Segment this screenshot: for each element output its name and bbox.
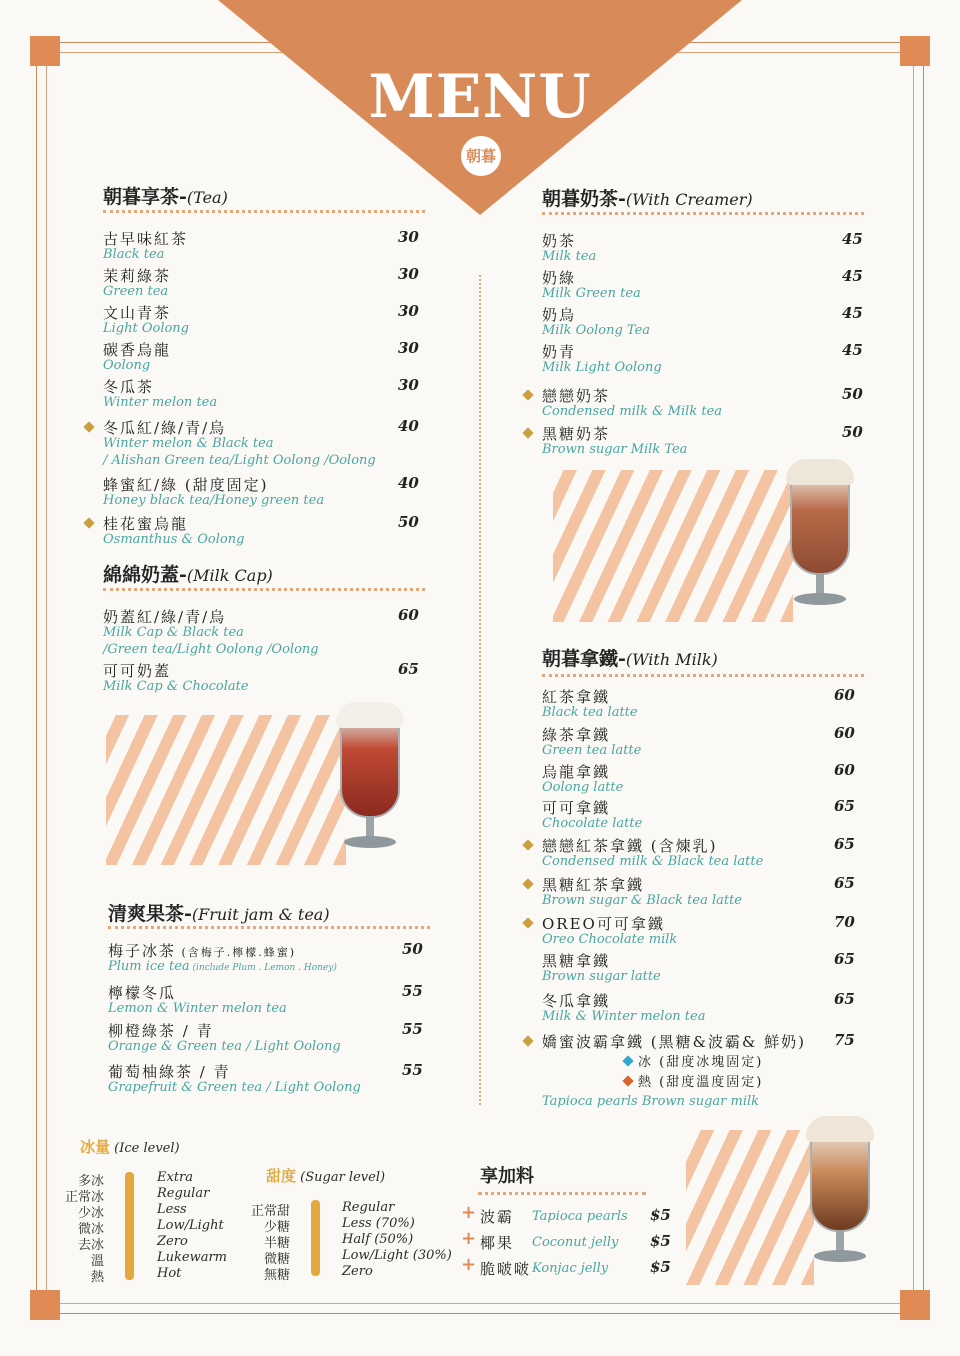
item-name-en: Oolong latte [542,780,624,795]
item-price: 65 [398,660,419,678]
brand-logo: 朝暮 [461,136,501,176]
sugar-level-en: Less (70%) [342,1216,415,1231]
divider-creamer [542,212,864,215]
item-name-zh: 冬瓜紅/綠/青/烏 [103,419,227,437]
ice-level-en: Extra [157,1170,194,1185]
sugar-level-title [266,1165,385,1186]
item-name-zh: 黑糖紅茶拿鐵 [542,876,645,894]
item-name-zh: 嬌蜜波霸拿鐵 (黑糖&波霸& 鮮奶) [542,1033,806,1051]
item-price: 30 [398,339,419,357]
corner-square-bl [30,1290,60,1320]
ice-level-zh: 去冰 [77,1238,104,1253]
divider-tea [103,210,425,213]
divider-milk [542,674,864,677]
item-price: 65 [834,797,855,815]
glass-base [814,1250,866,1262]
item-name-en: Condensed milk & Black tea latte [542,854,764,869]
section-title-en: (Tea) [186,188,228,207]
item-name-en: Condensed milk & Milk tea [542,404,723,419]
item-name-zh: 碳香烏龍 [103,341,172,359]
item-name-en: Winter melon & Black tea [103,436,274,451]
item-name-en: Winter melon tea [103,395,218,410]
glass-cup [340,718,400,818]
item-name-zh: 奶青 [542,343,577,361]
item-name-en: Black tea latte [542,705,638,720]
item-name-zh: 冬瓜拿鐵 [542,992,611,1010]
item-price: 65 [834,990,855,1008]
divider-addons [478,1192,646,1195]
add-plus-icon: + [461,1254,477,1275]
sugar-level-zh: 少糖 [263,1220,290,1235]
item-name-en: Grapefruit & Green tea / Light Oolong [108,1080,361,1095]
item-name-en: Osmanthus & Oolong [103,532,245,547]
sugar-level-en: Regular [342,1200,395,1215]
glass-foam [336,702,404,728]
ice-level-title [80,1136,180,1157]
glass-stem [366,816,374,838]
item-name-en: Orange & Green tea / Light Oolong [108,1039,341,1054]
addon-name-en: Konjac jelly [532,1261,609,1276]
addon-price: $5 [650,1232,671,1250]
item-note-zh: (含梅子.檸檬.蜂蜜) [176,946,297,959]
section-title-en: (Fruit jam & tea) [191,905,330,924]
item-name-en: Light Oolong [103,321,190,336]
addon-name-en: Coconut jelly [532,1235,619,1250]
item-price: 65 [834,835,855,853]
add-plus-icon: + [461,1202,477,1223]
ice-level-en: Low/Light [157,1218,224,1233]
divider-fruit [108,926,430,929]
ice-level-zh: 溫 [90,1254,104,1269]
item-name-en: Oreo Chocolate milk [542,932,678,947]
sugar-level-zh: 半糖 [263,1236,290,1251]
item-name-zh: 梅子冰茶 (含梅子.檸檬.蜂蜜) [108,942,297,960]
item-name-en: Plum ice tea (include Plum . Lemon . Honey) [108,959,337,974]
section-title-en: (With Milk) [625,650,718,669]
item-price: 50 [398,513,419,531]
ice-level-en: Lukewarm [157,1250,227,1265]
item-name-en: Brown sugar Milk Tea [542,442,688,457]
stripe-panel-right [553,470,793,622]
item-price: 50 [842,385,863,403]
corner-square-tr [900,36,930,66]
menu-title: MENU [368,62,592,132]
add-plus-icon: + [461,1228,477,1249]
item-price: 60 [398,606,419,624]
section-title-zh: 綿綿奶蓋- [103,564,187,586]
ice-level-en: Regular [157,1186,210,1201]
divider-milkcap [103,588,425,591]
sugar-level-title-zh: 甜度 [266,1167,297,1185]
addon-name-zh: 波霸 [480,1208,515,1226]
item-name-en-line2: /Green tea/Light Oolong /Oolong [103,642,319,657]
sugar-level-en: Zero [342,1264,373,1279]
option-hot: 熱 (甜度溫度固定) [638,1075,764,1090]
drink-illustration-milkcap [330,696,410,866]
item-name-zh: 桂花蜜烏龍 [103,515,189,533]
item-name-zh: 烏龍拿鐵 [542,763,611,781]
sugar-level-title-en: (Sugar level) [300,1170,386,1185]
ice-level-zh: 熱 [90,1270,104,1285]
item-name-en: Milk Cap & Chocolate [103,679,249,694]
item-name-en: Brown sugar latte [542,969,661,984]
item-name-zh: 茉莉綠茶 [103,267,172,285]
glass-base [794,593,846,605]
ice-level-en: Hot [157,1266,182,1281]
ice-level-title-en: (Ice level) [114,1141,180,1156]
ice-level-zh: 多冰 [77,1174,104,1189]
item-note-en: (include Plum . Lemon . Honey) [189,963,337,973]
ice-level-zh: 微冰 [77,1222,104,1237]
sugar-level-en: Half (50%) [342,1232,414,1247]
item-price: 70 [834,913,855,931]
item-name-en: Brown sugar & Black tea latte [542,893,742,908]
item-name-en: Milk tea [542,249,597,264]
item-price: 45 [842,230,863,248]
item-price: 55 [402,1061,423,1079]
item-price: 40 [398,417,419,435]
item-name-zh: 柳橙綠茶 / 青 [108,1022,214,1040]
item-name-en: Milk Cap & Black tea [103,625,244,640]
option-iced: 冰 (甜度冰塊固定) [638,1055,764,1070]
item-name-zh: 戀戀奶茶 [542,387,611,405]
item-name-en-line2: / Alishan Green tea/Light Oolong /Oolong [103,453,376,468]
corner-square-br [900,1290,930,1320]
item-name-en: Honey black tea/Honey green tea [103,493,325,508]
ice-level-en: Zero [157,1234,188,1249]
section-title-creamer [542,184,753,211]
sugar-level-en: Low/Light (30%) [342,1248,452,1263]
item-name-en: Milk & Winter melon tea [542,1009,706,1024]
addon-name-zh: 脆啵啵 [480,1260,532,1278]
item-name-zh: OREO可可拿鐵 [542,915,665,933]
item-price: 45 [842,304,863,322]
item-name-en: Lemon & Winter melon tea [108,1001,287,1016]
item-price: 65 [834,950,855,968]
item-name-zh: 奶綠 [542,269,577,287]
sugar-level-zh: 無糖 [263,1268,290,1283]
item-name-zh: 黑糖拿鐵 [542,952,611,970]
item-name-zh: 奶烏 [542,306,577,324]
section-title-tea [103,182,228,209]
item-name-en: Oolong [103,358,151,373]
addon-price: $5 [650,1258,671,1276]
ice-level-zh: 正常冰 [64,1190,104,1205]
item-name-zh: 黑糖奶茶 [542,425,611,443]
item-name-zh: 奶蓋紅/綠/青/烏 [103,608,227,626]
item-name-zh: 綠茶拿鐵 [542,726,611,744]
item-name-zh: 葡萄柚綠茶 / 青 [108,1063,231,1081]
item-name-zh: 奶茶 [542,232,577,250]
ice-level-en: Less [157,1202,187,1217]
item-price: 40 [398,474,419,492]
item-name-en: Green tea latte [542,743,642,758]
addon-price: $5 [650,1206,671,1224]
section-title-milk [542,644,718,671]
sugar-level-zh: 正常甜 [250,1204,290,1219]
section-title-zh: 朝暮享茶- [103,186,187,208]
item-name-zh: 戀戀紅茶拿鐵 (含煉乳) [542,837,718,855]
glass-foam [806,1116,874,1142]
addon-name-en: Tapioca pearls [532,1209,628,1224]
ice-level-bar [125,1172,134,1280]
section-title-en: (With Creamer) [625,190,753,209]
drink-illustration-tapioca [800,1110,880,1292]
section-title-en: (Milk Cap) [186,566,273,585]
section-title-zh: 清爽果茶- [108,903,192,925]
section-title-zh: 朝暮奶茶- [542,188,626,210]
glass-stem [836,1230,844,1252]
item-price: 30 [398,228,419,246]
addons-title: 享加料 [480,1166,534,1187]
item-price: 45 [842,341,863,359]
item-price: 45 [842,267,863,285]
item-name-en: Milk Green tea [542,286,641,301]
item-name-en: Green tea [103,284,169,299]
item-price: 55 [402,982,423,1000]
item-price: 75 [834,1031,855,1049]
glass-cup [790,475,850,575]
item-name-zh: 古早味紅茶 [103,230,189,248]
section-title-zh: 朝暮拿鐵- [542,648,626,670]
item-name-en: Milk Light Oolong [542,360,662,375]
item-price: 30 [398,376,419,394]
item-name-en: Milk Oolong Tea [542,323,651,338]
item-name-zh: 可可拿鐵 [542,799,611,817]
item-name-zh: 文山青茶 [103,304,172,322]
item-price: 30 [398,302,419,320]
drink-illustration-creamer [780,453,860,635]
item-name-zh: 檸檬冬瓜 [108,984,177,1002]
sugar-level-bar [311,1200,320,1276]
corner-square-tl [30,36,60,66]
item-price: 65 [834,874,855,892]
item-name-en: Tapioca pearls Brown sugar milk [542,1094,760,1109]
item-price: 60 [834,761,855,779]
item-name-zh: 蜂蜜紅/綠 (甜度固定) [103,476,269,494]
item-name-zh: 紅茶拿鐵 [542,688,611,706]
column-divider [479,275,481,1105]
stripe-panel-bottom [686,1130,814,1285]
section-title-milkcap [103,560,273,587]
glass-base [344,836,396,848]
ice-level-title-zh: 冰量 [80,1138,111,1156]
item-price: 50 [402,940,423,958]
addon-name-zh: 椰果 [480,1234,515,1252]
item-name-zh: 可可奶蓋 [103,662,172,680]
section-title-fruit [108,899,330,926]
sugar-level-zh: 微糖 [263,1252,290,1267]
item-price: 60 [834,724,855,742]
item-price: 30 [398,265,419,283]
item-name-en: Chocolate latte [542,816,643,831]
item-price: 60 [834,686,855,704]
stripe-panel-left [106,715,346,865]
item-name-en: Black tea [103,247,165,262]
item-price: 55 [402,1020,423,1038]
glass-cup [810,1132,870,1232]
ice-level-zh: 少冰 [77,1206,104,1221]
item-name-zh: 冬瓜茶 [103,378,155,396]
glass-foam [786,459,854,485]
item-price: 50 [842,423,863,441]
glass-stem [816,573,824,595]
